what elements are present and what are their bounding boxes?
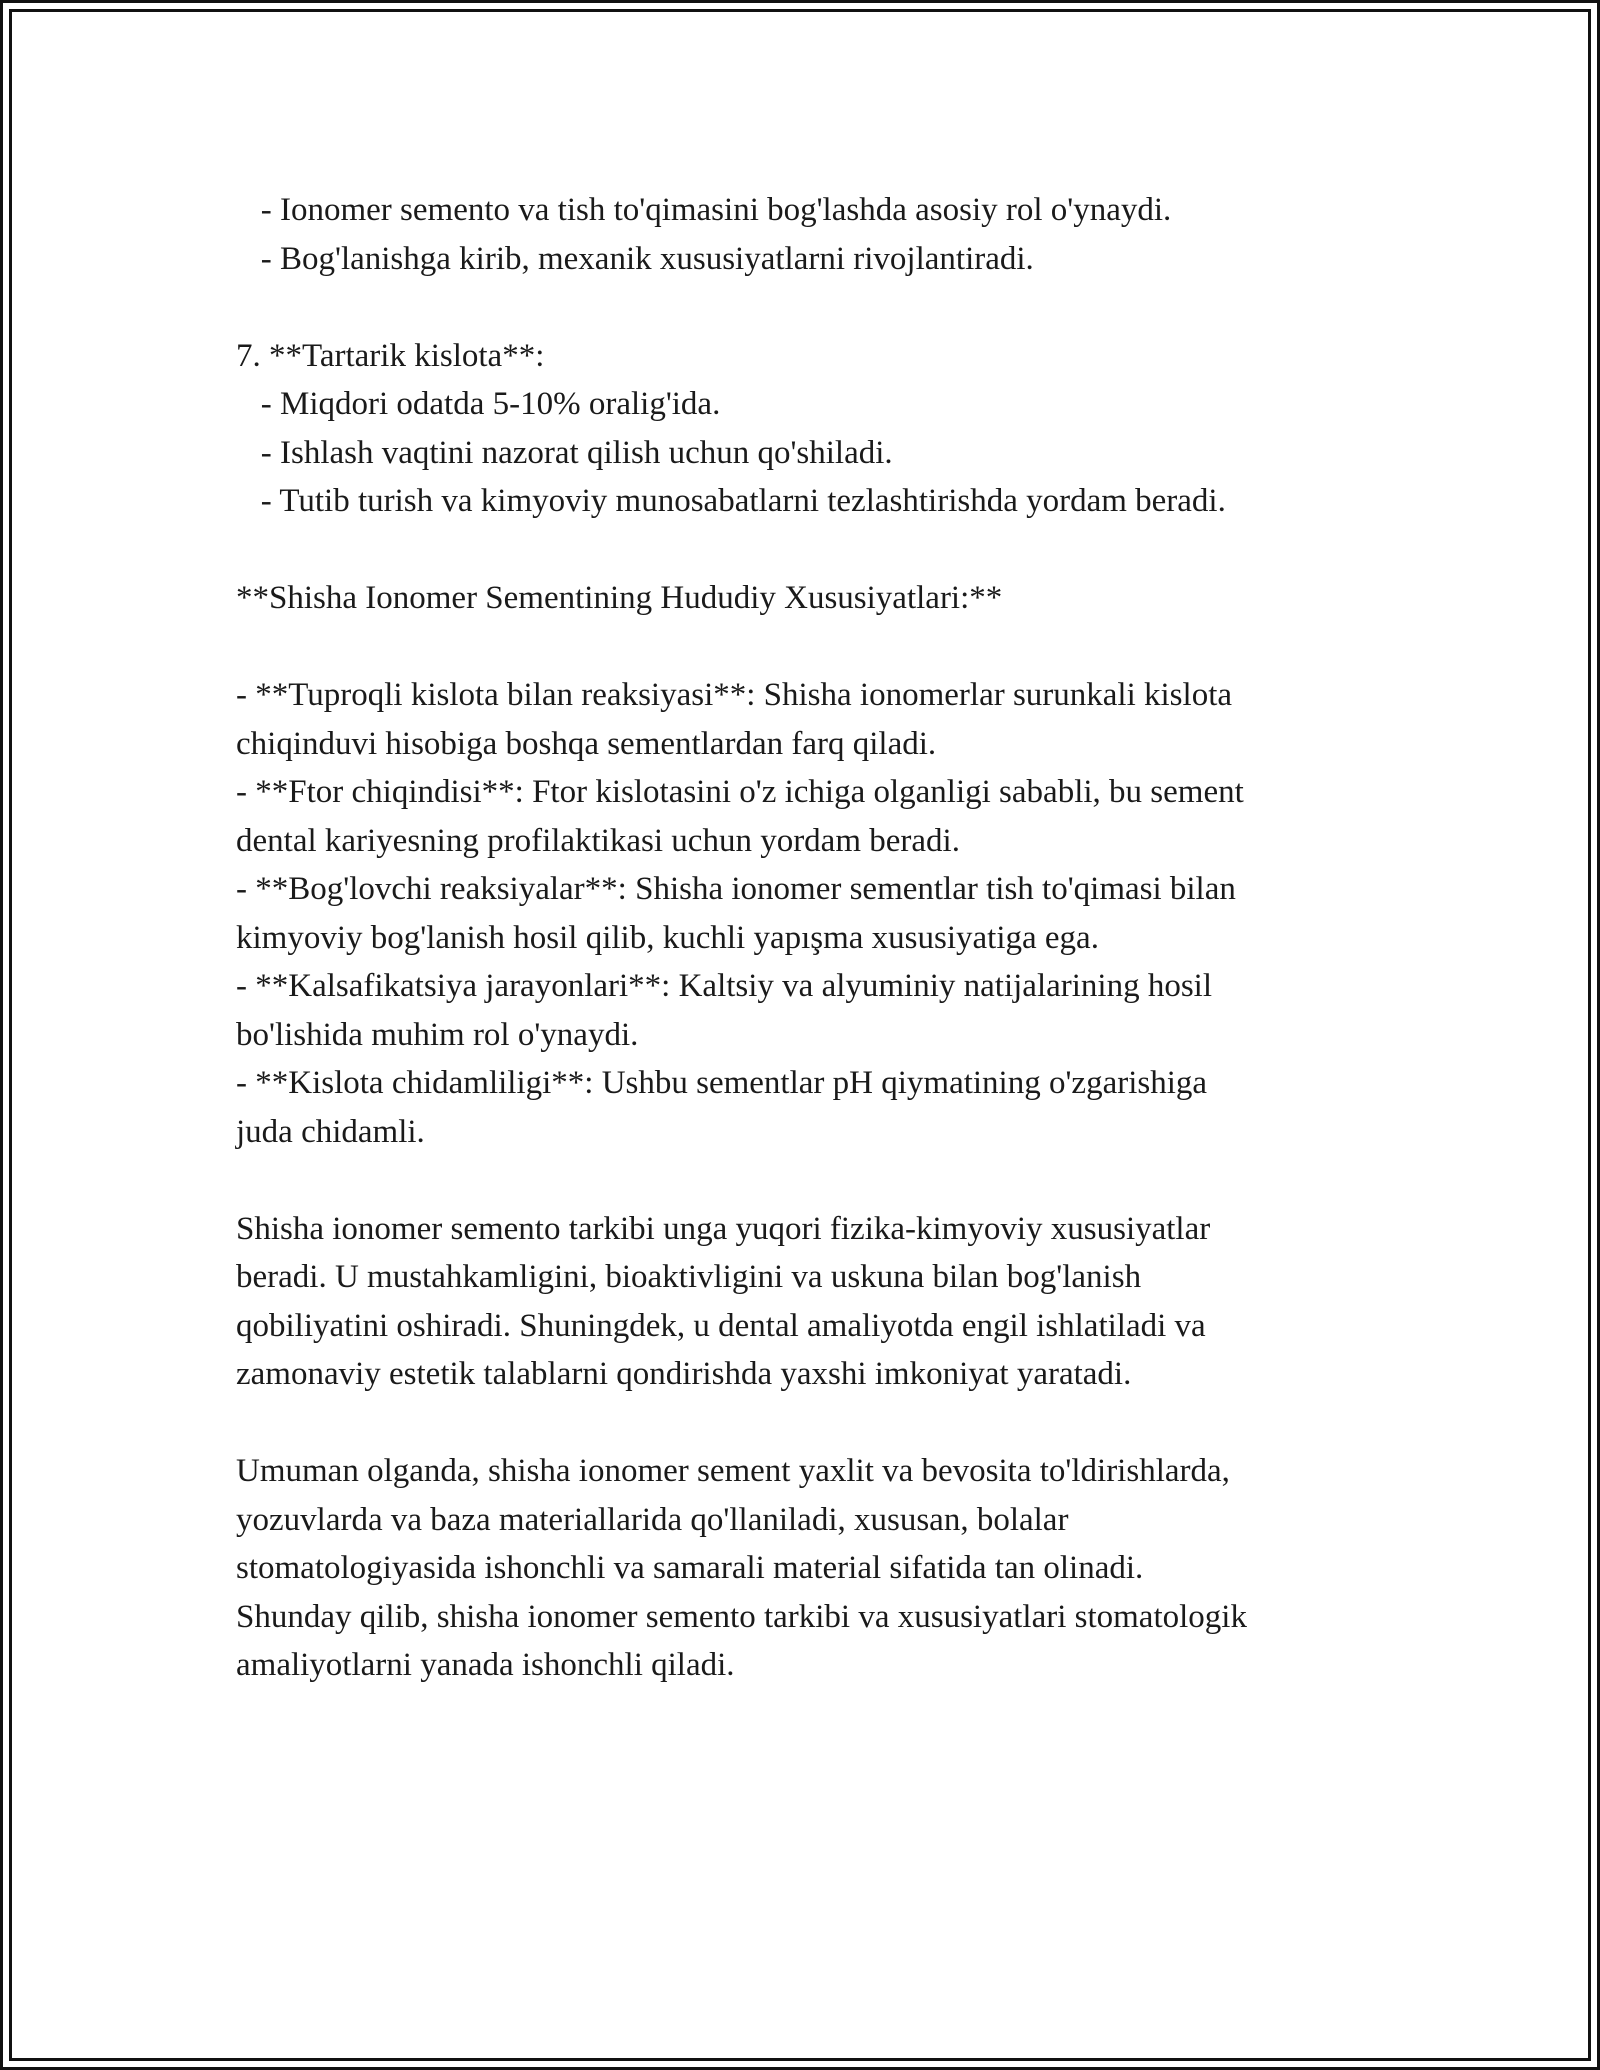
- blank-line: [236, 623, 1386, 672]
- text-line: qobiliyatini oshiradi. Shuningdek, u dental amaliyotda engil ishlatiladi va: [236, 1307, 1206, 1344]
- blank-line: [236, 1399, 1386, 1448]
- text-line: - Ishlash vaqtini nazorat qilish uchun qo'shiladi.: [236, 434, 893, 471]
- text-line: zamonaviy estetik talablarni qondirishda yaxshi imkoniyat yaratadi.: [236, 1356, 1132, 1392]
- text-line: beradi. U mustahkamligini, bioaktivligini va uskuna bilan bog'lanish: [236, 1259, 1142, 1295]
- text-line: - Tutib turish va kimyoviy munosabatlarni tezlashtirishda yordam beradi.: [236, 483, 1226, 519]
- text-line: Shisha ionomer semento tarkibi unga yuqori fizika-kimyoviy xususiyatlar: [236, 1210, 1211, 1247]
- text-line: - **Ftor chiqindisi**: Ftor kislotasini o'z ichiga olganligi sababli, bu sement: [236, 774, 1244, 810]
- text-line: amaliyotlarni yanada ishonchli qiladi.: [236, 1647, 735, 1683]
- text-line: stomatologiyasida ishonchli va samarali material sifatida tan olinadi.: [236, 1550, 1144, 1586]
- text-line: - Bog'lanishga kirib, mexanik xususiyatlarni rivojlantiradi.: [236, 240, 1034, 277]
- text-line: - **Kalsafikatsiya jarayonlari**: Kaltsiy va alyuminiy natijalarining hosil: [236, 968, 1213, 1004]
- section-heading: **Shisha Ionomer Sementining Hududiy Xususiyatlari:**: [236, 580, 1003, 616]
- blank-line: [236, 283, 1386, 332]
- text-line: - **Tuproqli kislota bilan reaksiyasi**: Shisha ionomerlar surunkali kislota: [236, 677, 1233, 713]
- text-line: juda chidamli.: [236, 1113, 425, 1150]
- text-line: 7. **Tartarik kislota**:: [236, 337, 545, 374]
- text-line: Shunday qilib, shisha ionomer semento tarkibi va xususiyatlari stomatologik: [236, 1598, 1247, 1635]
- text-line: - Miqdori odatda 5-10% oralig'ida.: [236, 386, 721, 422]
- text-line: kimyoviy bog'lanish hosil qilib, kuchli yapışma xususiyatiga ega.: [236, 919, 1099, 956]
- text-line: dental kariyesning profilaktikasi uchun yordam beradi.: [236, 822, 960, 859]
- text-line: chiqinduvi hisobiga boshqa sementlardan farq qiladi.: [236, 725, 937, 762]
- text-line: - Ionomer semento va tish to'qimasini bog'lashda asosiy rol o'ynaydi.: [236, 192, 1172, 228]
- blank-line: [236, 1156, 1386, 1205]
- text-line: Umuman olganda, shisha ionomer sement yaxlit va bevosita to'ldirishlarda,: [236, 1453, 1230, 1489]
- text-line: bo'lishida muhim rol o'ynaydi.: [236, 1016, 639, 1053]
- text-line: - **Bog'lovchi reaksiyalar**: Shisha ionomer sementlar tish to'qimasi bilan: [236, 871, 1236, 907]
- text-line: yozuvlarda va baza materiallarida qo'llaniladi, xususan, bolalar: [236, 1501, 1069, 1538]
- document-body: [236, 186, 1386, 1690]
- blank-line: [236, 526, 1386, 575]
- text-line: - **Kislota chidamliligi**: Ushbu sementlar pH qiymatining o'zgarishiga: [236, 1065, 1208, 1101]
